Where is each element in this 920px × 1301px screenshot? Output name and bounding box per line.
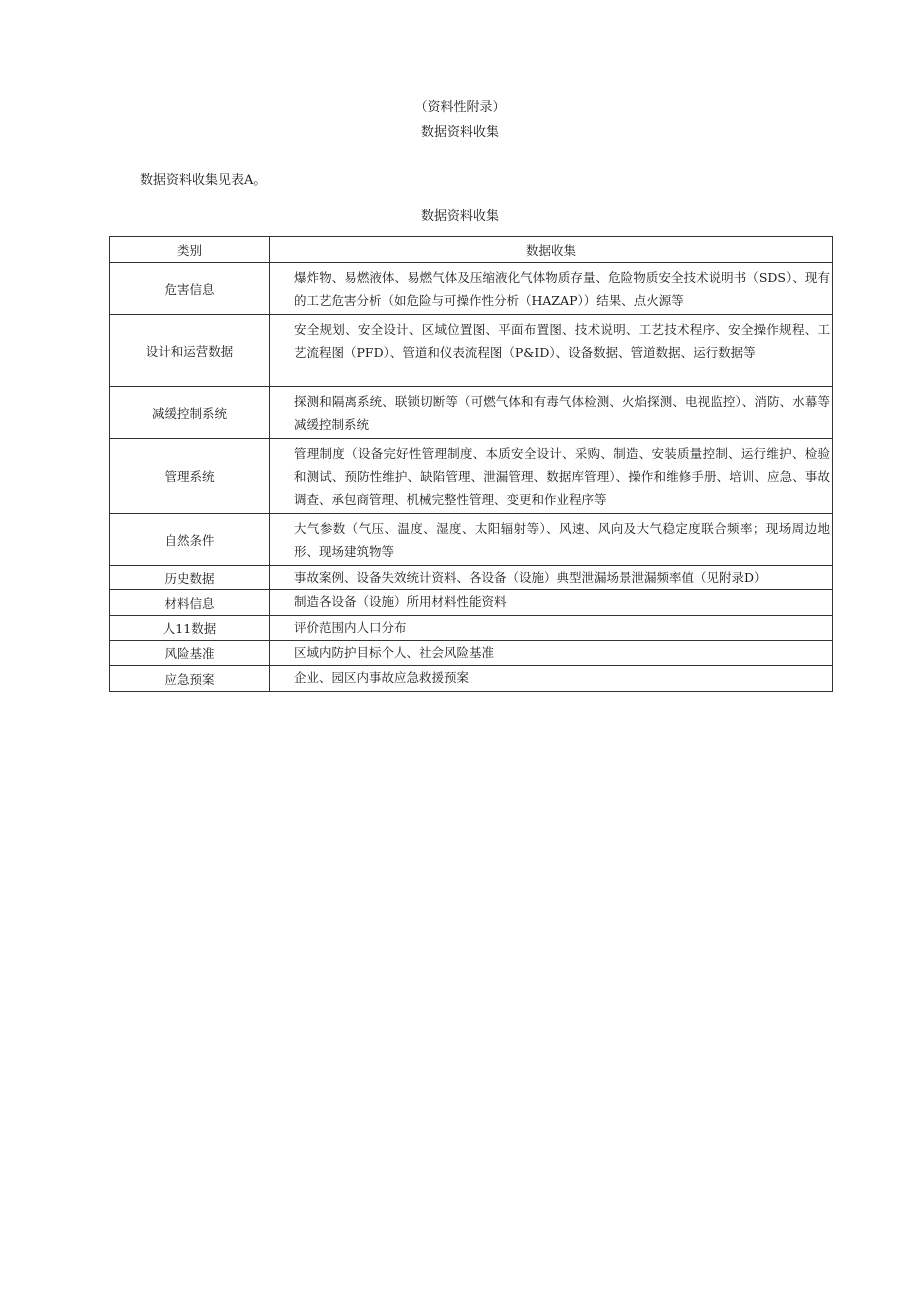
appendix-title: 数据资料收集: [420, 125, 499, 140]
table-row: [110, 514, 833, 566]
column-header-category: 类别: [110, 237, 270, 263]
table-row: [110, 666, 833, 692]
table-row: [110, 315, 833, 387]
table-row: [110, 263, 833, 315]
row-content: 探测和隔离系统、联锁切断等（可燃气体和有毒气体检测、火焰探测、电视监控）、消防、水幕等减缓控制系统: [270, 387, 833, 439]
table-header-row: [110, 237, 833, 263]
row-content: 爆炸物、易燃液体、易燃气体及压缩液化气体物质存量、危险物质安全技术说明书（SDS）、现有的工艺危害分析（如危险与可操作性分析（HAZAP））结果、点火源等: [270, 263, 833, 315]
row-content: 管理制度（设备完好性管理制度、本质安全设计、采购、制造、安装质量控制、运行维护、检验和测试、预防性维护、缺陷管理、泄漏管理、数据库管理）、操作和维修手册、培训、应急、事故调查、承包商管理、机械完整性管理、变更和作业程序等: [270, 439, 833, 514]
row-category: 自然条件: [110, 514, 270, 566]
table-row: [110, 590, 833, 616]
row-category: 材料信息: [110, 590, 270, 616]
appendix-note: （资料性附录）: [414, 100, 506, 115]
column-header-data: 数据收集: [270, 237, 833, 263]
table-row: [110, 566, 833, 590]
row-category: 人11数据: [110, 616, 270, 641]
row-category: 设计和运营数据: [110, 315, 270, 387]
row-category: 风险基准: [110, 641, 270, 666]
row-content: 安全规划、安全设计、区域位置图、平面布置图、技术说明、工艺技术程序、安全操作规程、工艺流程图（PFD）、管道和仪表流程图（P&ID）、设备数据、管道数据、运行数据等: [270, 315, 833, 387]
row-content: 制造各设备（设施）所用材料性能资料: [270, 590, 833, 616]
row-category: 危害信息: [110, 263, 270, 315]
row-content: 评价范围内人口分布: [270, 616, 833, 641]
row-content: 企业、园区内事故应急救援预案: [270, 666, 833, 692]
row-content: 区域内防护目标个人、社会风险基准: [270, 641, 833, 666]
data-collection-table: [109, 236, 833, 692]
row-category: 管理系统: [110, 439, 270, 514]
row-content: 大气参数（气压、温度、湿度、太阳辐射等）、风速、风向及大气稳定度联合频率；现场周边地形、现场建筑物等: [270, 514, 833, 566]
row-category: 历史数据: [110, 566, 270, 590]
table-row: [110, 616, 833, 641]
row-category: 减缓控制系统: [110, 387, 270, 439]
table-caption: 数据资料收集: [420, 209, 499, 224]
intro-paragraph: 数据资料收集见表A。: [140, 173, 267, 188]
table-row: [110, 387, 833, 439]
row-content: 事故案例、设备失效统计资料、各设备（设施）典型泄漏场景泄漏频率值（见附录D）: [270, 566, 833, 590]
table-row: [110, 641, 833, 666]
table-row: [110, 439, 833, 514]
row-category: 应急预案: [110, 666, 270, 692]
